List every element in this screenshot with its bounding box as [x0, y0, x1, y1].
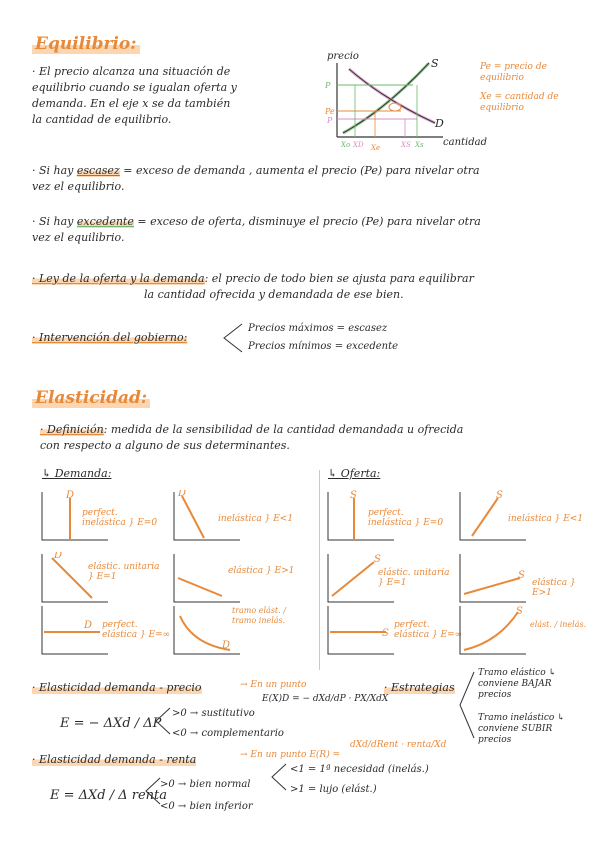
graph-pe: Pe	[325, 107, 335, 116]
precio-note: → En un punto	[240, 680, 307, 690]
precio-complementario: <0 → complementario	[172, 728, 284, 739]
graph-curve-d: D	[435, 117, 444, 130]
oferta-label-1: perfect. inelástica } E=0	[368, 508, 444, 528]
escasez-word: escasez	[76, 164, 120, 177]
svg-text:D: D	[178, 490, 187, 499]
ley-paragraph: · Ley de la oferta y la demanda: el precio de todo bien se ajusta para equilibrar la cantidad ofrecida y demandada de ese bien.	[32, 272, 474, 301]
graph-x-tick-2: XD	[353, 141, 364, 149]
definicion-label: · Definición	[40, 423, 104, 436]
graph-x-tick-1: Xo	[341, 141, 351, 149]
estrategias-brace	[456, 668, 476, 742]
renta-brace	[142, 774, 162, 808]
precio-brace	[152, 704, 172, 738]
renta-formula-point: dXd/dRent · renta/Xd	[350, 740, 447, 750]
estrategia-elastico: Tramo elástico ↳ conviene BAJAR precios	[478, 668, 557, 700]
demanda-graph-4	[172, 552, 242, 604]
intro-line-4: la cantidad de equilibrio.	[32, 113, 172, 126]
elasticidad-title: Elasticidad:	[32, 388, 150, 408]
renta-inferior: <0 → bien inferior	[160, 801, 253, 812]
svg-text:S: S	[350, 490, 357, 501]
oferta-graph-6	[458, 604, 528, 656]
oferta-header: ↳ Oferta:	[328, 467, 381, 480]
intervencion-brace	[218, 320, 244, 356]
graph-x-tick-3: Xe	[371, 144, 381, 152]
precio-sustitutivo: >0 → sustitutivo	[172, 708, 255, 719]
excedente-paragraph: · Si hay excedente = exceso de oferta, disminuye el precio (Pe) para nivelar otra vez el equilibrio.	[32, 215, 481, 244]
equilibrio-legend	[480, 62, 590, 114]
graph-x-tick-4: XS	[401, 141, 411, 149]
precio-formula-point: E(X)D = − dXd/dP · PX/XdX	[262, 694, 389, 704]
svg-text:S: S	[374, 554, 381, 565]
precios-maximos: Precios máximos = escasez	[248, 323, 388, 334]
legend-xe: Xe = cantidad de equilibrio	[480, 92, 559, 113]
graph-curve-s: S	[431, 57, 439, 70]
demanda-label-2: inelástica } E<1	[218, 514, 294, 524]
renta-outcomes	[160, 774, 253, 818]
renta-note: → En un punto E(R) =	[240, 750, 341, 760]
precios-minimos: Precios mínimos = excedente	[248, 341, 399, 352]
graph-x-label: cantidad	[443, 137, 487, 148]
equilibrio-intro	[32, 64, 322, 128]
vertical-divider	[319, 470, 320, 670]
demanda-label-1: perfect. inelástica } E=0	[82, 508, 158, 528]
graph-x-tick-5: Xs	[415, 141, 424, 149]
renta-necesidad: <1 = 1ª necesidad (inelás.)	[290, 764, 429, 775]
definicion-paragraph: · Definición: medida de la sensibilidad de la cantidad demandada u ofrecida con respecto a alguno de sus determinantes.	[40, 423, 464, 452]
demanda-graph-5	[40, 604, 110, 656]
renta-normal: >0 → bien normal	[160, 779, 251, 790]
oferta-label-5: perfect. elástica } E=∞	[394, 620, 463, 640]
oferta-label-2: inelástica } E<1	[508, 514, 584, 524]
precio-outcomes	[172, 704, 284, 744]
estrategias-label: · Estrategias	[384, 681, 455, 694]
graph-p-upper: P	[325, 81, 331, 90]
svg-text:S: S	[518, 570, 525, 581]
intervencion-items	[248, 320, 498, 356]
demanda-header: ↳ Demanda:	[42, 467, 112, 480]
oferta-label-6: elást. / inelás.	[530, 620, 587, 629]
demanda-label-6: tramo elást. / tramo inelás.	[232, 606, 286, 625]
svg-text:S: S	[382, 628, 389, 639]
intro-line-2: equilibrio cuando se igualan oferta y	[32, 81, 237, 94]
renta-formula: E = ΔXd / Δ renta	[50, 788, 168, 803]
escasez-paragraph: · Si hay escasez = exceso de demanda , aumenta el precio (Pe) para nivelar otra vez el equilibrio.	[32, 164, 480, 193]
renta-lujo: >1 = lujo (elást.)	[290, 784, 377, 795]
renta-normal-split	[290, 760, 429, 800]
renta-normal-brace	[268, 760, 288, 794]
demanda-label-3: elástic. unitaria } E=1	[88, 562, 160, 582]
renta-label: · Elasticidad demanda - renta	[32, 753, 197, 766]
demanda-label-5: perfect. elástica } E=∞	[102, 620, 171, 640]
precio-label: · Elasticidad demanda - precio	[32, 681, 202, 694]
equilibrio-title: Equilibrio:	[32, 34, 140, 54]
svg-text:D: D	[222, 640, 231, 651]
intervencion-label: · Intervención del gobierno:	[32, 331, 188, 344]
equilibrium-graph	[325, 45, 490, 155]
svg-text:D: D	[84, 620, 93, 631]
precio-formula: E = − ΔXd / ΔP	[60, 716, 162, 731]
demanda-label-4: elástica } E>1	[228, 566, 295, 576]
svg-text:D: D	[54, 552, 63, 561]
oferta-label-3: elástic. unitaria } E=1	[378, 568, 450, 588]
oferta-graph-4	[458, 552, 528, 604]
estrategia-inelastico: Tramo inelástico ↳ conviene SUBIR precios	[478, 713, 565, 745]
graph-p-lower: P	[327, 116, 333, 125]
graph-y-label: precio	[327, 51, 359, 62]
excedente-word: excedente	[76, 215, 134, 228]
oferta-label-4: elástica } E>1	[532, 578, 576, 598]
svg-text:S: S	[496, 490, 503, 501]
intro-line-1: · El precio alcanza una situación de	[32, 65, 231, 78]
ley-label: · Ley de la oferta y la demanda	[32, 272, 205, 285]
oferta-graph-5	[326, 604, 396, 656]
svg-text:D: D	[66, 490, 75, 501]
intro-line-3: demanda. En el eje x se da también	[32, 97, 231, 110]
estrategias-items	[478, 668, 583, 746]
svg-text:S: S	[516, 606, 523, 617]
legend-pe: Pe = precio de equilibrio	[480, 62, 547, 83]
